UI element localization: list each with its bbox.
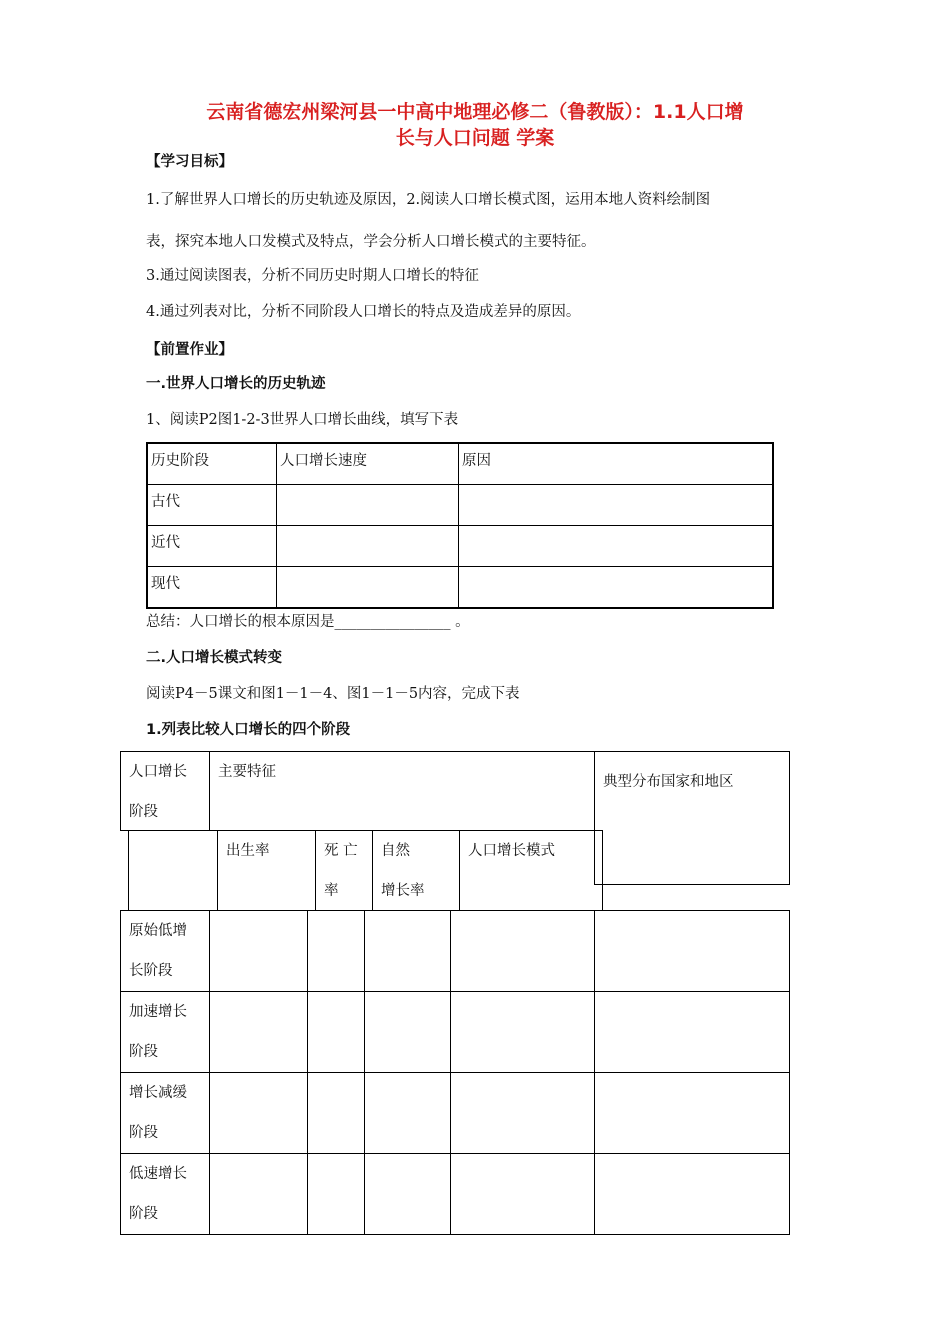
table-header-cell: 历史阶段	[147, 443, 277, 485]
table-row	[147, 485, 773, 526]
answer-cell[interactable]	[595, 911, 790, 992]
answer-cell[interactable]	[365, 911, 451, 992]
row-label: 现代	[147, 567, 277, 609]
objective-3: 3.通过阅读图表，分析不同历史时期人口增长的特征	[146, 268, 479, 284]
prework-heading: 【前置作业】	[146, 342, 233, 358]
section2-title: 二.人口增长模式转变	[146, 650, 283, 666]
answer-cell[interactable]	[210, 1073, 308, 1154]
answer-cell[interactable]	[595, 1154, 790, 1235]
typical-regions-header: 典型分布国家和地区	[594, 751, 790, 885]
answer-cell[interactable]	[277, 567, 459, 609]
table-row	[121, 1073, 790, 1154]
answer-cell[interactable]	[459, 526, 774, 567]
stages-table	[120, 910, 790, 1235]
table-row	[147, 526, 773, 567]
answer-cell[interactable]	[451, 911, 595, 992]
section1-task: 1、阅读P2图1-2-3世界人口增长曲线，填写下表	[146, 412, 459, 428]
objective-1a: 1.了解世界人口增长的历史轨迹及原因，2.阅读人口增长模式图，运用本地人资料绘制图	[146, 192, 711, 208]
answer-cell[interactable]	[210, 992, 308, 1073]
table-header-cell: 原因	[459, 443, 774, 485]
objective-1b: 表，探究本地人口发模式及特点，学会分析人口增长模式的主要特征。	[146, 234, 596, 250]
answer-cell[interactable]	[595, 1073, 790, 1154]
answer-cell[interactable]	[308, 1073, 365, 1154]
section1-title: 一.世界人口增长的历史轨迹	[146, 376, 326, 392]
answer-cell[interactable]	[595, 992, 790, 1073]
table-row	[121, 992, 790, 1073]
table-row	[121, 1154, 790, 1235]
answer-cell[interactable]	[365, 1073, 451, 1154]
main-features-header: 主要特征	[209, 751, 595, 831]
table-row	[147, 443, 773, 485]
stage-label: 低速增长 阶段	[121, 1154, 210, 1235]
answer-cell[interactable]	[277, 485, 459, 526]
answer-cell[interactable]	[451, 1154, 595, 1235]
objective-4: 4.通过列表对比，分析不同阶段人口增长的特点及造成差异的原因。	[146, 304, 581, 320]
stage-label: 增长减缓 阶段	[121, 1073, 210, 1154]
history-table	[146, 442, 774, 609]
row-label: 近代	[147, 526, 277, 567]
answer-cell[interactable]	[277, 526, 459, 567]
section2-subtitle: 1.列表比较人口增长的四个阶段	[146, 722, 351, 738]
document-title-line1: 云南省德宏州梁河县一中高中地理必修二（鲁教版）：1.1人口增	[206, 101, 744, 123]
growth-model-header: 人口增长模式	[459, 830, 603, 911]
answer-cell[interactable]	[308, 911, 365, 992]
answer-cell[interactable]	[210, 1154, 308, 1235]
stage-label: 原始低增 长阶段	[121, 911, 210, 992]
table-row	[121, 911, 790, 992]
row-label: 古代	[147, 485, 277, 526]
death-rate-header: 死 亡 率	[315, 830, 373, 911]
answer-cell[interactable]	[459, 485, 774, 526]
birth-rate-header: 出生率	[217, 830, 316, 911]
stage-label: 加速增长 阶段	[121, 992, 210, 1073]
document-title-line2: 长与人口问题 学案	[395, 127, 555, 149]
stage-header-cell: 人口增长 阶段	[120, 751, 210, 831]
answer-cell[interactable]	[210, 911, 308, 992]
answer-cell[interactable]	[459, 567, 774, 609]
table-header-cell: 人口增长速度	[277, 443, 459, 485]
answer-cell[interactable]	[308, 1154, 365, 1235]
blank-subheader	[128, 830, 218, 911]
answer-cell[interactable]	[365, 992, 451, 1073]
answer-cell[interactable]	[451, 1073, 595, 1154]
summary-line: 总结：人口增长的根本原因是________________ 。	[146, 614, 470, 630]
answer-cell[interactable]	[365, 1154, 451, 1235]
answer-cell[interactable]	[451, 992, 595, 1073]
natural-growth-header: 自然 增长率	[372, 830, 460, 911]
table-row	[147, 567, 773, 609]
answer-cell[interactable]	[308, 992, 365, 1073]
section2-task: 阅读P4－5课文和图1－1－4、图1－1－5内容，完成下表	[146, 686, 520, 702]
objectives-heading: 【学习目标】	[146, 154, 233, 170]
